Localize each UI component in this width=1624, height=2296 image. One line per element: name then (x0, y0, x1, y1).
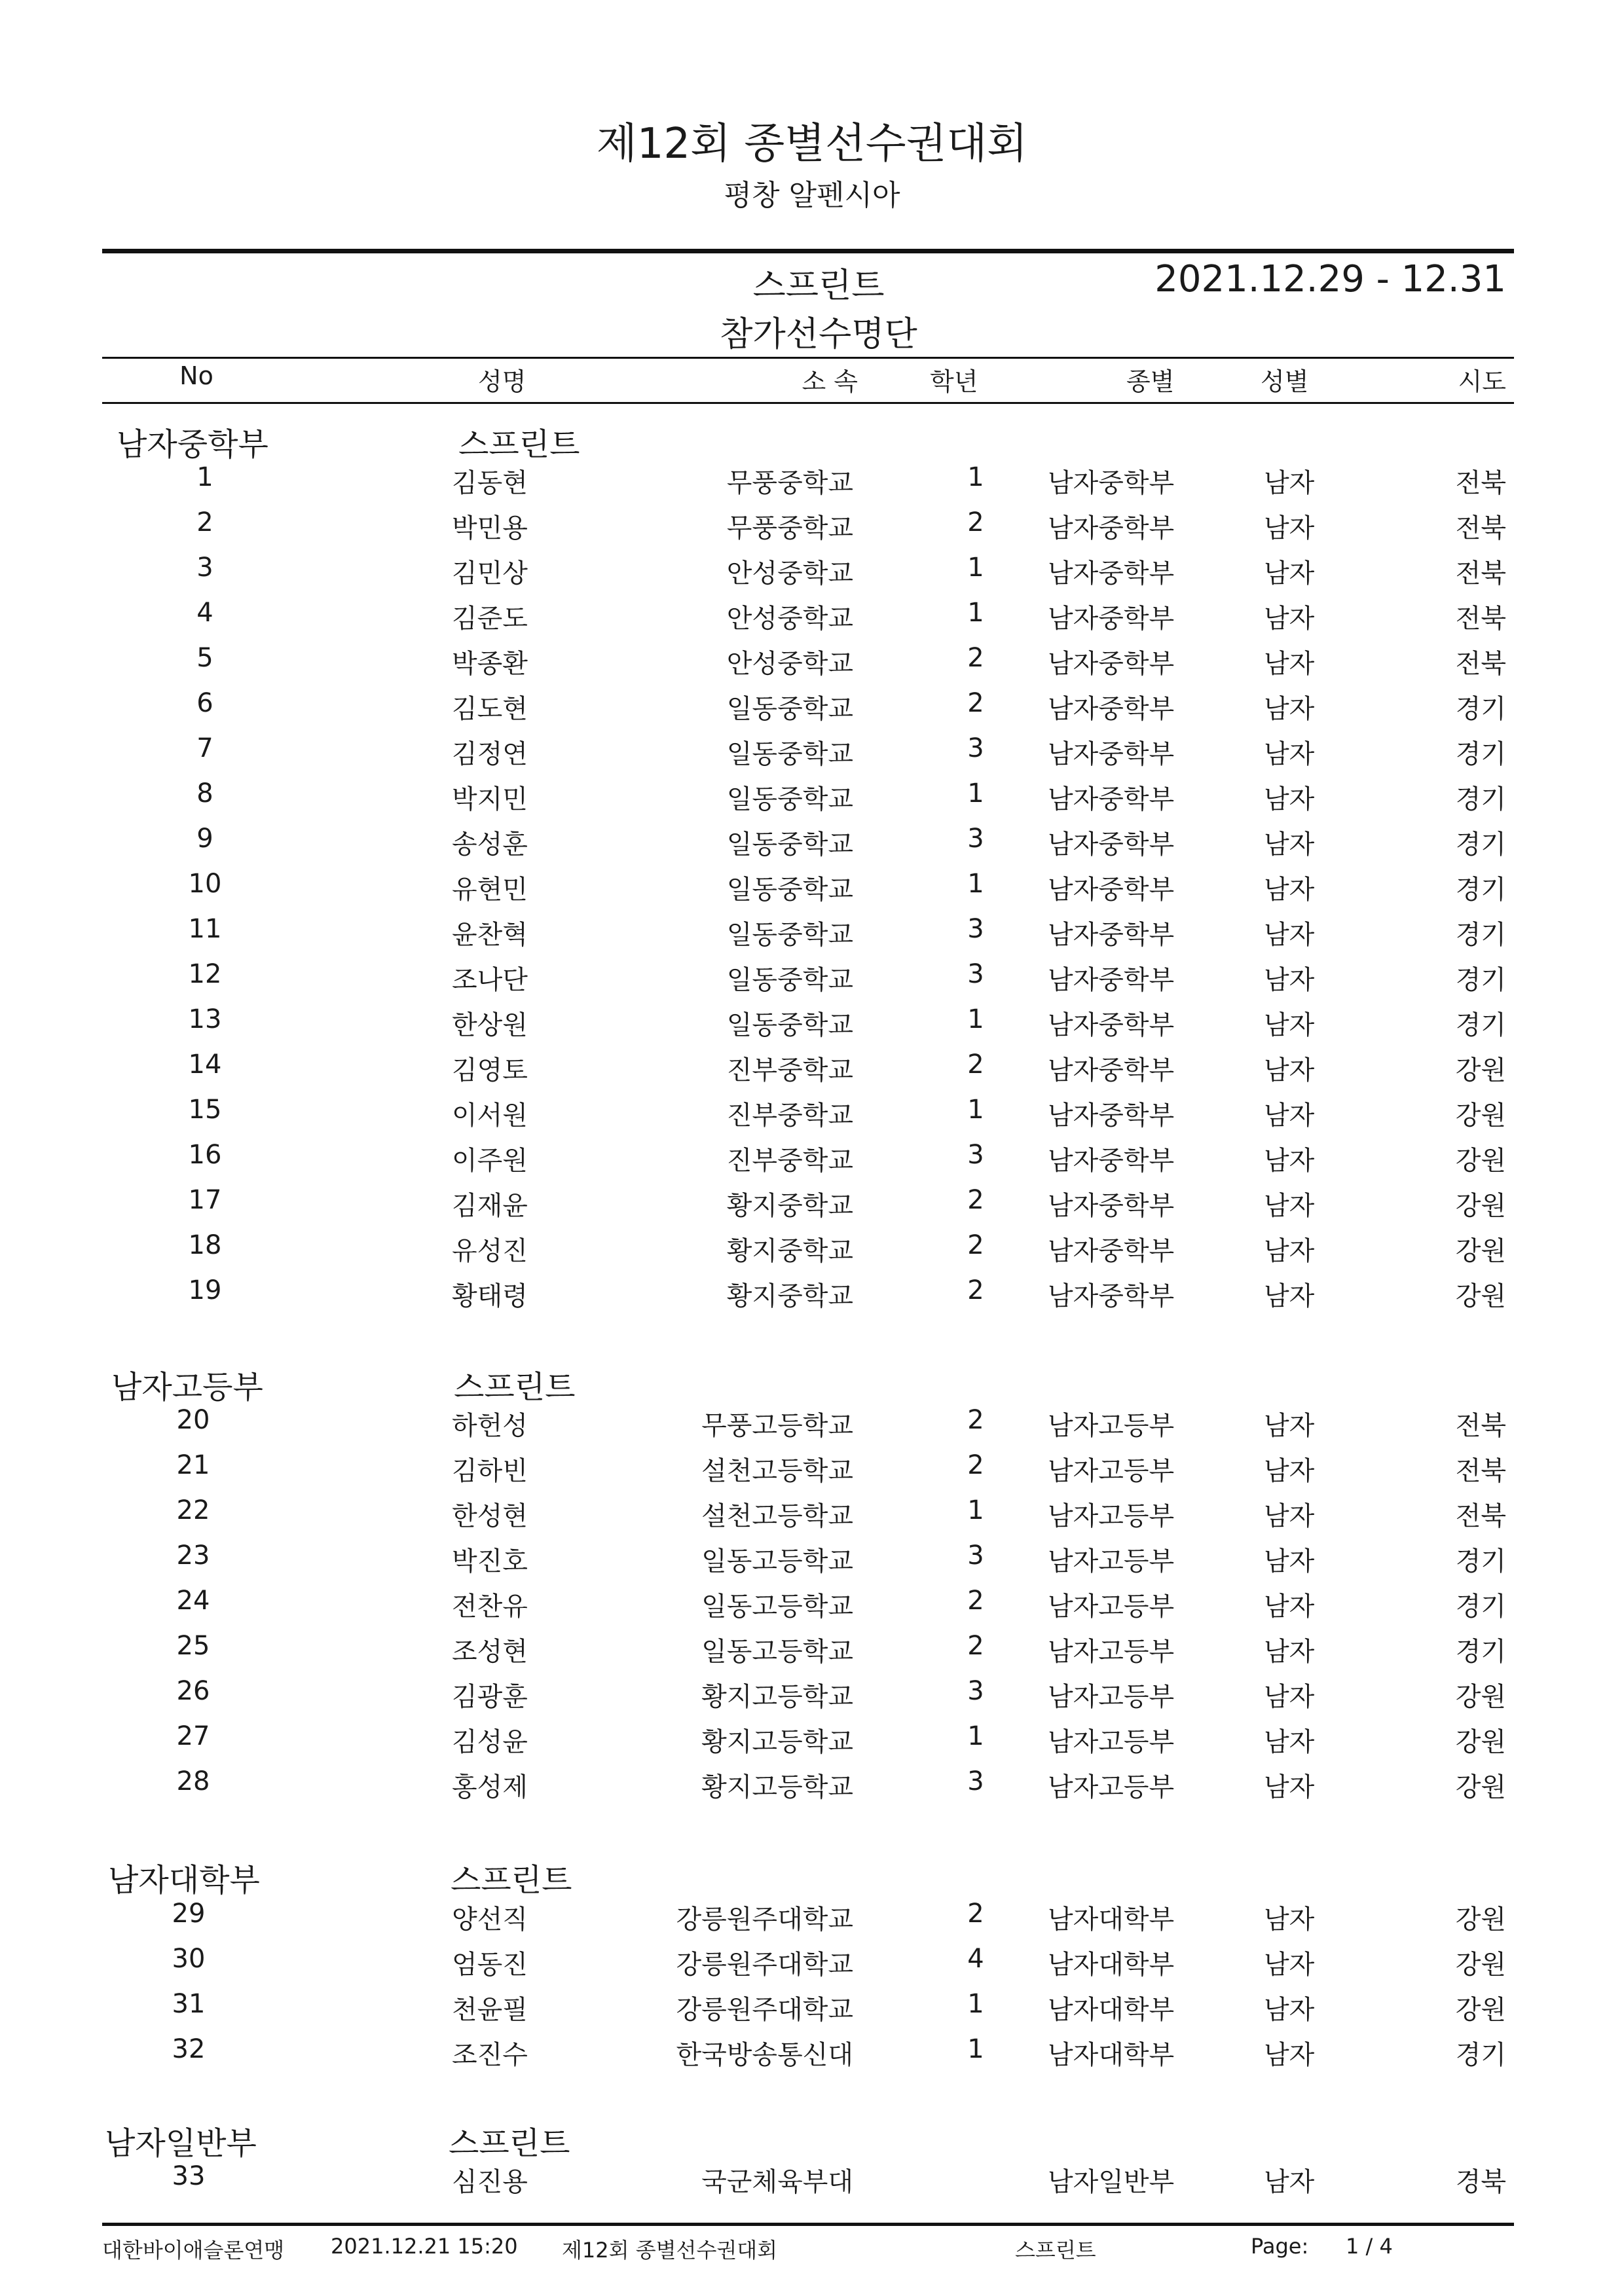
cell-grade: 3 (967, 1676, 984, 1706)
cell-affiliation: 황지고등학교 (701, 1727, 853, 1757)
cell-no: 32 (172, 2034, 206, 2064)
cell-name: 조진수 (452, 2040, 528, 2070)
cell-no: 28 (176, 1766, 210, 1796)
table-row (0, 1405, 1624, 1450)
cell-no: 3 (196, 553, 213, 583)
cell-sex: 남자 (1264, 1281, 1315, 1311)
footer-rule (102, 2223, 1514, 2226)
cell-sex: 남자 (1264, 1055, 1315, 1085)
cell-name: 박민용 (452, 513, 528, 543)
cell-name: 박진호 (452, 1546, 528, 1576)
cell-region: 경기 (1455, 1010, 1506, 1040)
cell-affiliation: 설천고등학교 (701, 1456, 853, 1486)
cell-grade: 3 (967, 959, 984, 989)
section-event-title: 스프린트 (451, 1862, 572, 1899)
cell-category: 남자중학부 (1048, 1010, 1175, 1040)
table-row (0, 959, 1624, 1004)
table-row (0, 869, 1624, 914)
cell-region: 경기 (1455, 1592, 1506, 1622)
cell-sex: 남자 (1264, 739, 1315, 769)
cell-name: 김정연 (452, 739, 528, 769)
table-row (0, 1586, 1624, 1631)
cell-name: 김동현 (452, 468, 528, 498)
cell-category: 남자중학부 (1048, 1146, 1175, 1176)
table-row (0, 1631, 1624, 1676)
section-event-title: 스프린트 (458, 426, 580, 463)
cell-no: 30 (172, 1944, 206, 1974)
cell-category: 남자고등부 (1048, 1637, 1175, 1667)
cell-name: 김영토 (452, 1055, 528, 1085)
document-title: 제12회 종별선수권대회 (596, 120, 1028, 168)
cell-no: 25 (176, 1631, 210, 1661)
cell-category: 남자고등부 (1048, 1682, 1175, 1712)
table-row (0, 1095, 1624, 1140)
footer-page-number: 1 / 4 (1346, 2234, 1393, 2259)
cell-sex: 남자 (1264, 1995, 1315, 2025)
cell-sex: 남자 (1264, 1146, 1315, 1176)
cell-region: 강원 (1455, 1727, 1506, 1757)
table-row (0, 1721, 1624, 1766)
venue-subtitle: 평창 알펜시아 (724, 179, 900, 212)
cell-sex: 남자 (1264, 2167, 1315, 2197)
cell-grade: 2 (967, 1230, 984, 1260)
cell-category: 남자중학부 (1048, 1281, 1175, 1311)
cell-no: 26 (176, 1676, 210, 1706)
cell-no: 6 (196, 688, 213, 718)
cell-region: 경기 (1455, 739, 1506, 769)
table-row (0, 1275, 1624, 1321)
cell-no: 10 (188, 869, 222, 899)
cell-sex: 남자 (1264, 649, 1315, 679)
cell-region: 전북 (1455, 1411, 1506, 1441)
cell-name: 송성훈 (452, 829, 528, 860)
cell-affiliation: 무풍고등학교 (701, 1411, 853, 1441)
cell-no: 11 (188, 914, 222, 944)
cell-grade: 4 (967, 1944, 984, 1974)
cell-affiliation: 한국방송통신대 (676, 2040, 853, 2070)
col-header-sex: 성별 (1261, 367, 1309, 396)
cell-region: 경기 (1455, 920, 1506, 950)
cell-sex: 남자 (1264, 829, 1315, 860)
cell-affiliation: 강릉원주대학교 (676, 1950, 853, 1980)
cell-name: 유현민 (452, 875, 528, 905)
cell-affiliation: 일동중학교 (726, 920, 853, 950)
cell-region: 경기 (1455, 2040, 1506, 2070)
cell-name: 박종환 (452, 649, 528, 679)
cell-sex: 남자 (1264, 1191, 1315, 1221)
table-row (0, 1766, 1624, 1812)
footer-event: 스프린트 (1015, 2238, 1096, 2263)
section-division-title: 남자고등부 (111, 1369, 263, 1406)
footer-page-label: Page: (1251, 2234, 1309, 2259)
cell-no: 31 (172, 1989, 206, 2019)
table-row (0, 2161, 1624, 2206)
cell-no: 5 (196, 643, 213, 673)
cell-name: 양선직 (452, 1904, 528, 1935)
cell-category: 남자중학부 (1048, 739, 1175, 769)
cell-no: 15 (188, 1095, 222, 1125)
cell-grade: 2 (967, 1899, 984, 1929)
cell-grade: 3 (967, 824, 984, 854)
cell-category: 남자일반부 (1048, 2167, 1175, 2197)
cell-grade: 1 (967, 778, 984, 809)
cell-affiliation: 설천고등학교 (701, 1501, 853, 1531)
table-row (0, 2034, 1624, 2079)
cell-no: 33 (172, 2161, 206, 2191)
cell-affiliation: 일동중학교 (726, 784, 853, 814)
cell-category: 남자대학부 (1048, 2040, 1175, 2070)
table-row (0, 1989, 1624, 2034)
cell-category: 남자중학부 (1048, 468, 1175, 498)
cell-grade: 1 (967, 2034, 984, 2064)
cell-no: 29 (172, 1899, 206, 1929)
event-dates: 2021.12.29 - 12.31 (1154, 258, 1506, 301)
cell-category: 남자중학부 (1048, 875, 1175, 905)
cell-region: 경기 (1455, 829, 1506, 860)
section-division-title: 남자일반부 (105, 2125, 257, 2162)
cell-name: 전찬유 (452, 1592, 528, 1622)
table-row (0, 553, 1624, 598)
table-row (0, 1495, 1624, 1540)
cell-region: 경기 (1455, 965, 1506, 995)
cell-region: 강원 (1455, 1995, 1506, 2025)
col-header-affiliation: 소 속 (802, 367, 858, 396)
cell-grade: 2 (967, 1450, 984, 1480)
cell-affiliation: 진부중학교 (726, 1055, 853, 1085)
cell-category: 남자중학부 (1048, 784, 1175, 814)
cell-affiliation: 일동중학교 (726, 1010, 853, 1040)
cell-sex: 남자 (1264, 1682, 1315, 1712)
cell-affiliation: 국군체육부대 (701, 2167, 853, 2197)
cell-region: 경북 (1455, 2167, 1506, 2197)
cell-sex: 남자 (1264, 468, 1315, 498)
col-header-name: 성명 (478, 367, 526, 396)
cell-sex: 남자 (1264, 558, 1315, 589)
cell-affiliation: 황지고등학교 (701, 1772, 853, 1802)
cell-category: 남자중학부 (1048, 1101, 1175, 1131)
event-name: 스프린트 (752, 266, 885, 306)
cell-affiliation: 일동고등학교 (701, 1637, 853, 1667)
table-row (0, 1944, 1624, 1989)
footer-competition: 제12회 종별선수권대회 (562, 2238, 778, 2263)
cell-category: 남자중학부 (1048, 1191, 1175, 1221)
cell-category: 남자고등부 (1048, 1592, 1175, 1622)
table-row (0, 778, 1624, 824)
cell-sex: 남자 (1264, 1772, 1315, 1802)
cell-no: 13 (188, 1004, 222, 1034)
cell-grade: 2 (967, 1185, 984, 1215)
cell-sex: 남자 (1264, 784, 1315, 814)
cell-sex: 남자 (1264, 1501, 1315, 1531)
cell-no: 9 (196, 824, 213, 854)
column-header-bottom-rule (102, 402, 1514, 404)
cell-no: 2 (196, 507, 213, 538)
cell-region: 강원 (1455, 1950, 1506, 1980)
cell-category: 남자중학부 (1048, 1055, 1175, 1085)
cell-grade: 2 (967, 688, 984, 718)
cell-name: 엄동진 (452, 1950, 528, 1980)
cell-name: 김광훈 (452, 1682, 528, 1712)
cell-affiliation: 일동중학교 (726, 694, 853, 724)
table-row (0, 688, 1624, 733)
cell-category: 남자중학부 (1048, 649, 1175, 679)
cell-affiliation: 황지중학교 (726, 1191, 853, 1221)
col-header-category: 종별 (1126, 367, 1175, 396)
cell-category: 남자고등부 (1048, 1772, 1175, 1802)
table-row (0, 733, 1624, 778)
cell-affiliation: 진부중학교 (726, 1101, 853, 1131)
cell-sex: 남자 (1264, 1411, 1315, 1441)
cell-sex: 남자 (1264, 965, 1315, 995)
cell-affiliation: 안성중학교 (726, 558, 853, 589)
cell-sex: 남자 (1264, 1236, 1315, 1266)
cell-grade: 2 (967, 507, 984, 538)
cell-affiliation: 무풍중학교 (726, 468, 853, 498)
cell-category: 남자고등부 (1048, 1546, 1175, 1576)
cell-region: 전북 (1455, 468, 1506, 498)
cell-category: 남자중학부 (1048, 965, 1175, 995)
cell-grade: 3 (967, 1540, 984, 1571)
cell-grade: 1 (967, 1721, 984, 1751)
cell-region: 강원 (1455, 1101, 1506, 1131)
cell-affiliation: 일동고등학교 (701, 1592, 853, 1622)
section-event-title: 스프린트 (449, 2125, 570, 2162)
cell-grade: 3 (967, 733, 984, 763)
cell-name: 심진용 (452, 2167, 528, 2197)
cell-region: 강원 (1455, 1281, 1506, 1311)
cell-category: 남자중학부 (1048, 558, 1175, 589)
cell-affiliation: 일동중학교 (726, 965, 853, 995)
cell-affiliation: 황지중학교 (726, 1236, 853, 1266)
cell-affiliation: 일동중학교 (726, 829, 853, 860)
list-title: 참가선수명단 (720, 315, 917, 354)
cell-grade: 1 (967, 553, 984, 583)
cell-grade: 1 (967, 1989, 984, 2019)
cell-category: 남자중학부 (1048, 920, 1175, 950)
cell-name: 황태령 (452, 1281, 528, 1311)
table-row (0, 1004, 1624, 1049)
cell-name: 김준도 (452, 604, 528, 634)
cell-affiliation: 일동고등학교 (701, 1546, 853, 1576)
cell-no: 24 (176, 1586, 210, 1616)
table-row (0, 1540, 1624, 1586)
cell-sex: 남자 (1264, 513, 1315, 543)
cell-grade: 2 (967, 1631, 984, 1661)
cell-grade: 2 (967, 643, 984, 673)
cell-region: 강원 (1455, 1055, 1506, 1085)
table-row (0, 1185, 1624, 1230)
cell-grade: 2 (967, 1586, 984, 1616)
cell-name: 한성현 (452, 1501, 528, 1531)
cell-grade: 1 (967, 1095, 984, 1125)
cell-grade: 1 (967, 462, 984, 492)
cell-grade: 1 (967, 1495, 984, 1525)
cell-name: 김하빈 (452, 1456, 528, 1486)
cell-name: 하헌성 (452, 1411, 528, 1441)
cell-affiliation: 황지중학교 (726, 1281, 853, 1311)
cell-no: 8 (196, 778, 213, 809)
cell-no: 20 (176, 1405, 210, 1435)
cell-affiliation: 안성중학교 (726, 649, 853, 679)
cell-region: 경기 (1455, 875, 1506, 905)
cell-region: 전북 (1455, 513, 1506, 543)
col-header-region: 시도 (1458, 367, 1506, 396)
cell-sex: 남자 (1264, 1010, 1315, 1040)
cell-category: 남자중학부 (1048, 604, 1175, 634)
cell-name: 김도현 (452, 694, 528, 724)
column-header-top-rule (102, 357, 1514, 359)
cell-grade: 1 (967, 598, 984, 628)
cell-no: 19 (188, 1275, 222, 1305)
cell-no: 1 (196, 462, 213, 492)
cell-category: 남자중학부 (1048, 694, 1175, 724)
cell-category: 남자대학부 (1048, 1950, 1175, 1980)
cell-name: 이주원 (452, 1146, 528, 1176)
cell-region: 경기 (1455, 694, 1506, 724)
cell-grade: 1 (967, 869, 984, 899)
cell-name: 유성진 (452, 1236, 528, 1266)
table-row (0, 462, 1624, 507)
cell-region: 전북 (1455, 604, 1506, 634)
cell-affiliation: 황지고등학교 (701, 1682, 853, 1712)
cell-no: 4 (196, 598, 213, 628)
cell-category: 남자고등부 (1048, 1727, 1175, 1757)
cell-affiliation: 진부중학교 (726, 1146, 853, 1176)
cell-region: 경기 (1455, 1546, 1506, 1576)
cell-no: 7 (196, 733, 213, 763)
cell-sex: 남자 (1264, 920, 1315, 950)
cell-category: 남자고등부 (1048, 1456, 1175, 1486)
cell-name: 김성윤 (452, 1727, 528, 1757)
cell-no: 21 (176, 1450, 210, 1480)
cell-sex: 남자 (1264, 1727, 1315, 1757)
cell-name: 김민상 (452, 558, 528, 589)
cell-region: 경기 (1455, 784, 1506, 814)
table-row (0, 507, 1624, 553)
cell-sex: 남자 (1264, 1950, 1315, 1980)
cell-region: 전북 (1455, 649, 1506, 679)
section-division-title: 남자대학부 (108, 1862, 260, 1899)
section-event-title: 스프린트 (454, 1369, 576, 1406)
cell-sex: 남자 (1264, 1592, 1315, 1622)
cell-sex: 남자 (1264, 1904, 1315, 1935)
cell-sex: 남자 (1264, 694, 1315, 724)
section-division-title: 남자중학부 (117, 426, 268, 463)
cell-affiliation: 강릉원주대학교 (676, 1995, 853, 2025)
cell-category: 남자대학부 (1048, 1904, 1175, 1935)
cell-region: 강원 (1455, 1772, 1506, 1802)
cell-name: 박지민 (452, 784, 528, 814)
cell-region: 전북 (1455, 558, 1506, 589)
cell-grade: 3 (967, 914, 984, 944)
cell-region: 강원 (1455, 1236, 1506, 1266)
cell-grade: 2 (967, 1049, 984, 1080)
cell-sex: 남자 (1264, 875, 1315, 905)
cell-name: 홍성제 (452, 1772, 528, 1802)
table-row (0, 643, 1624, 688)
cell-no: 17 (188, 1185, 222, 1215)
cell-name: 천윤필 (452, 1995, 528, 2025)
cell-grade: 3 (967, 1766, 984, 1796)
cell-category: 남자대학부 (1048, 1995, 1175, 2025)
cell-name: 한상원 (452, 1010, 528, 1040)
cell-name: 조성현 (452, 1637, 528, 1667)
cell-affiliation: 일동중학교 (726, 875, 853, 905)
cell-category: 남자중학부 (1048, 829, 1175, 860)
cell-no: 18 (188, 1230, 222, 1260)
table-row (0, 1230, 1624, 1275)
cell-no: 14 (188, 1049, 222, 1080)
table-row (0, 598, 1624, 643)
cell-category: 남자고등부 (1048, 1411, 1175, 1441)
table-row (0, 1676, 1624, 1721)
cell-no: 23 (176, 1540, 210, 1571)
cell-affiliation: 일동중학교 (726, 739, 853, 769)
table-row (0, 1450, 1624, 1495)
table-row (0, 1140, 1624, 1185)
col-header-grade: 학년 (930, 367, 978, 396)
cell-sex: 남자 (1264, 604, 1315, 634)
cell-no: 27 (176, 1721, 210, 1751)
cell-affiliation: 무풍중학교 (726, 513, 853, 543)
cell-name: 윤찬혁 (452, 920, 528, 950)
cell-category: 남자중학부 (1048, 513, 1175, 543)
cell-sex: 남자 (1264, 1546, 1315, 1576)
cell-affiliation: 안성중학교 (726, 604, 853, 634)
cell-grade: 2 (967, 1405, 984, 1435)
cell-region: 강원 (1455, 1191, 1506, 1221)
cell-grade: 1 (967, 1004, 984, 1034)
cell-no: 16 (188, 1140, 222, 1170)
cell-sex: 남자 (1264, 2040, 1315, 2070)
table-row (0, 1899, 1624, 1944)
cell-category: 남자중학부 (1048, 1236, 1175, 1266)
cell-name: 이서원 (452, 1101, 528, 1131)
cell-region: 전북 (1455, 1456, 1506, 1486)
table-row (0, 1049, 1624, 1095)
cell-name: 조나단 (452, 965, 528, 995)
cell-sex: 남자 (1264, 1101, 1315, 1131)
cell-grade: 3 (967, 1140, 984, 1170)
cell-region: 강원 (1455, 1146, 1506, 1176)
footer-org: 대한바이애슬론연맹 (102, 2238, 285, 2263)
cell-sex: 남자 (1264, 1456, 1315, 1486)
cell-region: 경기 (1455, 1637, 1506, 1667)
cell-region: 전북 (1455, 1501, 1506, 1531)
table-row (0, 824, 1624, 869)
cell-sex: 남자 (1264, 1637, 1315, 1667)
cell-region: 강원 (1455, 1682, 1506, 1712)
cell-category: 남자고등부 (1048, 1501, 1175, 1531)
table-row (0, 914, 1624, 959)
footer-printed-time: 2021.12.21 15:20 (331, 2234, 518, 2259)
cell-grade: 2 (967, 1275, 984, 1305)
cell-no: 22 (176, 1495, 210, 1525)
cell-name: 김재윤 (452, 1191, 528, 1221)
cell-region: 강원 (1455, 1904, 1506, 1935)
cell-no: 12 (188, 959, 222, 989)
col-header-no: No (179, 361, 213, 390)
cell-affiliation: 강릉원주대학교 (676, 1904, 853, 1935)
header-rule (102, 249, 1514, 253)
